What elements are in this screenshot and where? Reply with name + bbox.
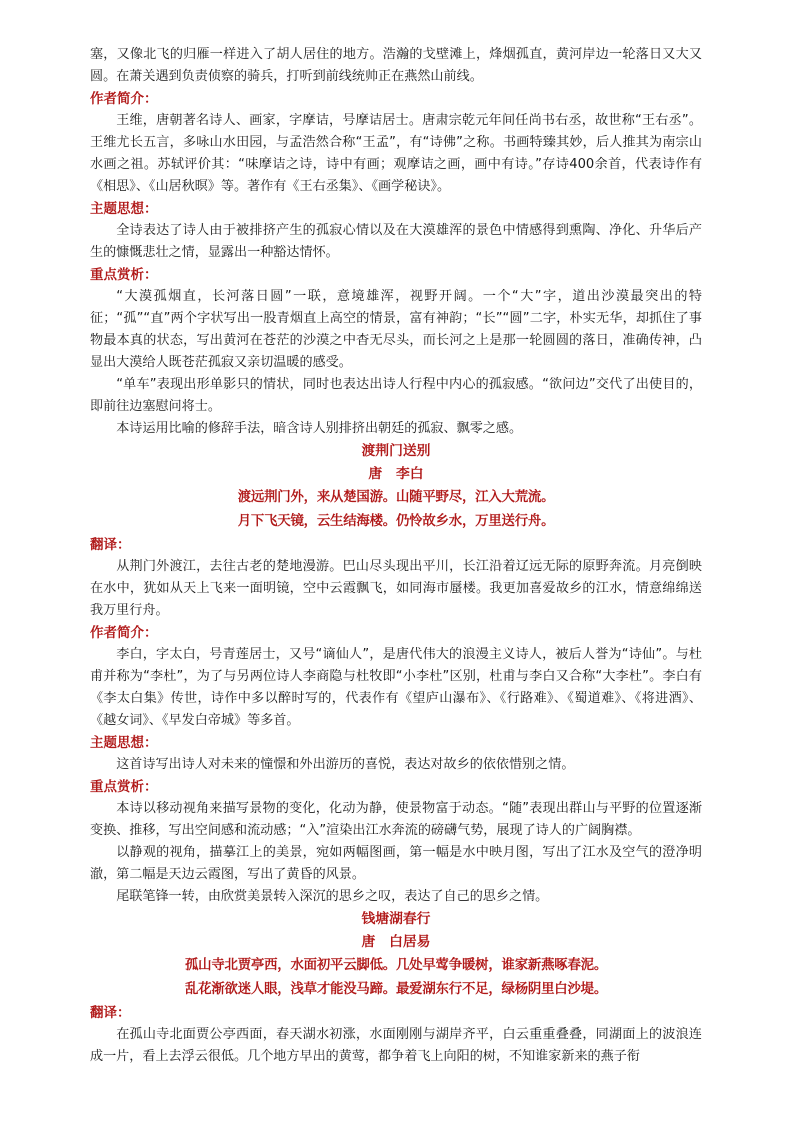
- appreciation-label: 重点赏析：: [90, 267, 158, 283]
- theme-label: 主题思想：: [90, 201, 158, 217]
- translation-text: 在孤山寺北面贾公亭西面，春天湖水初涨，水面刚刚与湖岸齐平，白云重重叠叠，同湖面上的波浪连成一片，看上去浮云很低。几个地方早出的黄莺，都争着飞上向阳的树，不知谁家新来的燕子衔: [90, 1027, 702, 1064]
- author-intro-label: 作者简介：: [90, 625, 158, 641]
- poem-title: 钱塘湖春行: [361, 911, 431, 927]
- appreciation-paragraph: “大漠孤烟直，长河落日圆”一联，意境雄浑，视野开阔。一个“大”字，道出沙漠最突出的特征；“孤”“直”两个字状写出一股青烟直上高空的情景，富有神韵；“长”“圆”二字，朴实无华，却抓住了事物最本真的状态，写出黄河在苍茫的沙漠之中杳无尽头，而长河之上是那一轮圆圆的落日，准确传神，凸显出大漠给人既苍茫孤寂又亲切温暖的感受。: [90, 289, 702, 370]
- translation-text: 从荆门外渡江，去往古老的楚地漫游。巴山尽头现出平川，长江沿着辽远无际的原野奔流。月亮倒映在水中，犹如从天上飞来一面明镜，空中云霞飘飞，如同海市蜃楼。我更加喜爱故乡的江水，情意绵绵送我万里行舟。: [90, 559, 702, 618]
- appreciation-paragraph: 尾联笔锋一转，由欣赏美景转入深沉的思乡之叹，表达了自己的思乡之情。: [116, 889, 549, 904]
- poem-verse-line: 乱花渐欲迷人眼，浅草才能没马蹄。最爱湖东行不足，绿杨阴里白沙堤。: [184, 982, 608, 997]
- appreciation-paragraph: 本诗以移动视角来描写景物的变化，化动为静，使景物富于动态。“随”表现出群山与平野的位置逐渐变换、推移，写出空间感和流动感；“入”渲染出江水奔流的磅礴气势，展现了诗人的广阔胸襟。: [90, 801, 702, 838]
- translation-continued: 塞，又像北飞的归雁一样进入了胡人居住的地方。浩瀚的戈壁滩上，烽烟孤直，黄河岸边一轮落日又大又圆。在萧关遇到负责侦察的骑兵，打听到前线统帅正在燕然山前线。: [90, 47, 702, 84]
- translation-label: 翻译：: [90, 537, 131, 553]
- poem-verse-line: 渡远荆门外，来从楚国游。山随平野尽，江入大荒流。: [237, 490, 555, 505]
- appreciation-paragraph: “单车”表现出形单影只的情状，同时也表达出诗人行程中内心的孤寂感。“欲问边”交代了出使目的，即前往边塞慰问将士。: [90, 377, 702, 414]
- poem-verse-line: 孤山寺北贾亭西，水面初平云脚低。几处早莺争暖树，谁家新燕啄春泥。: [184, 958, 608, 973]
- author-intro-text: 王维，唐朝著名诗人、画家，字摩诘，号摩诘居士。唐肃宗乾元年间任尚书右丞，故世称“王右丞”。王维尤长五言，多咏山水田园，与孟浩然合称“王孟”，有“诗佛”之称。书画特臻其妙，后人推其为南宗山水画之祖。苏轼评价其：“味摩诘之诗，诗中有画；观摩诘之画，画中有诗。”存诗400余首，代表诗作有《相思》、《山居秋暝》等。著作有《王右丞集》、《画学秘诀》。: [90, 113, 702, 194]
- appreciation-paragraph: 本诗运用比喻的修辞手法，暗含诗人别排挤出朝廷的孤寂、飘零之感。: [116, 421, 523, 436]
- translation-label: 翻译：: [90, 1005, 131, 1021]
- theme-label: 主题思想：: [90, 735, 158, 751]
- poem-title: 渡荆门送别: [361, 443, 431, 459]
- theme-text: 这首诗写出诗人对未来的憧憬和外出游历的喜悦，表达对故乡的依依惜别之情。: [116, 757, 575, 772]
- document-page: [90, 44, 702, 1068]
- author-intro-label: 作者简介：: [90, 91, 158, 107]
- appreciation-label: 重点赏析：: [90, 779, 158, 795]
- author-intro-text: 李白，字太白，号青莲居士，又号“谪仙人”，是唐代伟大的浪漫主义诗人，被后人誉为“诗仙”。与杜甫并称为“李杜”，为了与另两位诗人李商隐与杜牧即“小李杜”区别，杜甫与李白又合称“大李杜”。李白有《李太白集》传世，诗作中多以醉时写的，代表作有《望庐山瀑布》、《行路难》、《蜀道难》、《将进酒》、《越女词》、《早发白帝城》等多首。: [90, 647, 702, 728]
- theme-text: 全诗表达了诗人由于被排挤产生的孤寂心情以及在大漠雄浑的景色中情感得到熏陶、净化、升华后产生的慷慨悲壮之情，显露出一种豁达情怀。: [90, 223, 702, 260]
- poem-author: 唐 李白: [368, 466, 424, 482]
- poem-author: 唐 白居易: [361, 934, 431, 950]
- poem-verse-line: 月下飞天镜，云生结海楼。仍怜故乡水，万里送行舟。: [237, 514, 555, 529]
- appreciation-paragraph: 以静观的视角，描摹江上的美景，宛如两幅图画，第一幅是水中映月图，写出了江水及空气的澄净明澈，第二幅是天边云霞图，写出了黄昏的风景。: [90, 845, 702, 882]
